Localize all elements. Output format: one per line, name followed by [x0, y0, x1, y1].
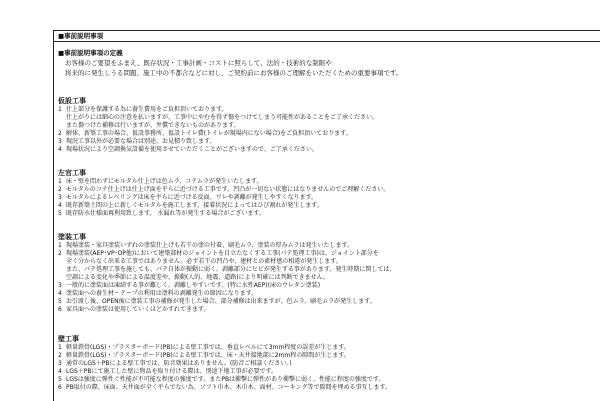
item-number: 6 [58, 384, 62, 391]
list-item [58, 344, 350, 352]
list-item [58, 186, 389, 194]
item-text: モルタルのコテ仕上げは仕上げ面を平らに近づける工事です。凹凸が一切ない状態にはなりませんのでご理解ください。 [66, 186, 390, 193]
list-item [58, 306, 210, 314]
intro-heading: ■事前説明事項の定義 [58, 49, 123, 57]
item-text: 床・壁を問わずにモルタル仕上げは色ムラ、コテムラが発生いたします。 [66, 178, 263, 185]
item-number: 2 [58, 130, 62, 137]
item-text: 解体、新築工事の場合、仮設事務所、仮設トイレ費(トイレが現場内にない場合)をご負担頂いております。 [66, 130, 352, 137]
item-text: 既存防水仕様面再利用致します。 水漏れ等が発生する場合がございます。 [66, 210, 265, 217]
item-number: 4 [58, 202, 62, 209]
list-item [58, 210, 265, 218]
list-item [58, 106, 228, 114]
item-number: 5 [58, 210, 62, 217]
item-number: 2 [58, 186, 62, 193]
item-text: 塗装面への養生材・テープの利用は塗料の剥離発生の原因になります。 [66, 290, 258, 297]
item-text: 通常のLGS＋PBによる壁工事では、防音効果はありません。(防音ご相談ください。) [66, 360, 292, 367]
list-item [58, 282, 320, 290]
list-item [58, 352, 350, 360]
title-divider [53, 41, 600, 42]
section-title-painting-works: 塗装工事 [58, 233, 86, 241]
list-item-continuation: 仕上がりには細心の注意を払いますが、工事中にやむを得ず傷をつけてしまう可能性があることをご了承ください。 [66, 114, 379, 121]
list-item-continuation: 全く分からなく出来る工事ではありません。必ず若干の凹凸や、建材との素材感の相違が発生します。 [66, 258, 342, 265]
list-item [58, 250, 379, 258]
item-number: 5 [58, 376, 62, 383]
item-text: 現場塗装・家具塗装いずれの塗装仕上げも若干の塗の付着、刷毛ムラ、塗装の厚みムラは発生いたします。 [66, 242, 354, 249]
item-number: 2 [58, 250, 62, 257]
item-number: 2 [58, 352, 62, 359]
item-text: 現場状況により空調換気設備を使用させていただくことがございますので、ご了承ください。 [66, 146, 318, 153]
intro-line: 将来的に発生しうる問題、施工中の不都合などに対し、ご契約前にお客様のご理解をいただくための重要事項です。 [65, 69, 403, 77]
item-number: 1 [58, 344, 62, 351]
list-item [58, 138, 216, 146]
list-item [58, 384, 391, 392]
item-text: 仕上部分を保護する為に養生費用をご負担頂いております。 [66, 106, 228, 113]
item-number: 6 [58, 306, 62, 313]
item-text: PB取付の際、床面、天井面が全く平らでない為、ソフト巾木、木巾木、面材、コーキング等で隙間を埋める事互します。 [66, 384, 392, 391]
item-text: 軽量鉄骨(LGS)・プラスターボード(PB)による壁工事では、垂直レベルにて3mm程度の誤差が生じます。 [66, 344, 350, 351]
item-text: 既存新築土間の上に新しくモルタルを施工します。接着状況によってはひび割れが発生します。 [66, 202, 323, 209]
item-number: 1 [58, 242, 62, 249]
list-item [58, 202, 323, 210]
section-title-temporary-works: 仮設工事 [58, 97, 86, 105]
list-item-continuation: また、パテ処理工事を施しても、パテ自体が振動に弱く、剥離部分にヒビが発生する事があります。発生時期に関しては、 [66, 266, 396, 273]
item-number: 4 [58, 290, 62, 297]
list-item [58, 368, 277, 376]
item-number: 5 [58, 298, 62, 305]
list-item-continuation: また傷つけた補修は行いますが、弁償できないものがあります。 [66, 122, 240, 129]
item-text: 一般的に塗装面は凍結する事が難しく、剥離しやすいです。(特に水性AEP)(床のウレタン塗装) [66, 282, 321, 289]
item-number: 4 [58, 146, 62, 153]
item-number: 3 [58, 138, 62, 145]
item-text: 現場塗装(AEP･VP･OP他)において建築部材のジョイントを目立たなくする工事(パテ処理工事)は、ジョイント部分を [66, 250, 379, 257]
item-text: お引渡し後、OPEN後に塗装工事の補修が発生した場合、部分補修は出来ますが、色ムラ、刷毛ムラが発生します。 [66, 298, 376, 305]
list-item-continuation: 空調による変化や季節による温度差や、振動(人的、地震、道路)により明確には判断できません。 [66, 274, 329, 281]
item-number: 3 [58, 194, 62, 201]
item-text: モルタルによるレベリングは床を平らに近づける反面、ワレや剥離が発生しやすくなります。 [66, 194, 318, 201]
section-title-plastering-works: 左官工事 [58, 169, 86, 177]
item-number: 4 [58, 368, 62, 375]
item-number: 3 [58, 360, 62, 367]
list-item [58, 194, 317, 202]
list-item [58, 146, 318, 154]
list-item [58, 178, 263, 186]
list-item [58, 130, 352, 138]
item-text: LGS＋PBにて施工した壁に物品を取り付ける際は、別途下地工事が必要です。 [66, 368, 278, 375]
item-text: LGSは強度に弾性ぐ性能が不可能な程度の強度です。またPBは衝撃に弾性があり衝撃に弱く、性能に程度の強度です。 [66, 376, 385, 383]
list-item [58, 242, 353, 250]
list-item [58, 290, 257, 298]
list-item [58, 360, 292, 368]
document-title: ■事前説明事項 [58, 32, 104, 40]
list-item [58, 376, 384, 384]
item-text: 現況工事以外が必要な場合は別途、お見積り致します。 [66, 138, 216, 145]
item-number: 1 [58, 178, 62, 185]
item-number: 3 [58, 282, 62, 289]
list-item [58, 298, 376, 306]
section-title-wall-works: 壁工事 [58, 335, 79, 343]
item-text: 軽量鉄骨(LGS)・プラスターボード(PB)による壁工事では、床・天井接地部に2mm程の隙間が生じます。 [66, 352, 350, 359]
item-number: 1 [58, 106, 62, 113]
item-text: 家具面への塗装は使用していくほどかすれてきます。 [66, 306, 210, 313]
intro-line: お客様のご要望をふまえ、既存状況・工事計画・コストに照らして、法的・技術的な制限や [65, 59, 332, 67]
